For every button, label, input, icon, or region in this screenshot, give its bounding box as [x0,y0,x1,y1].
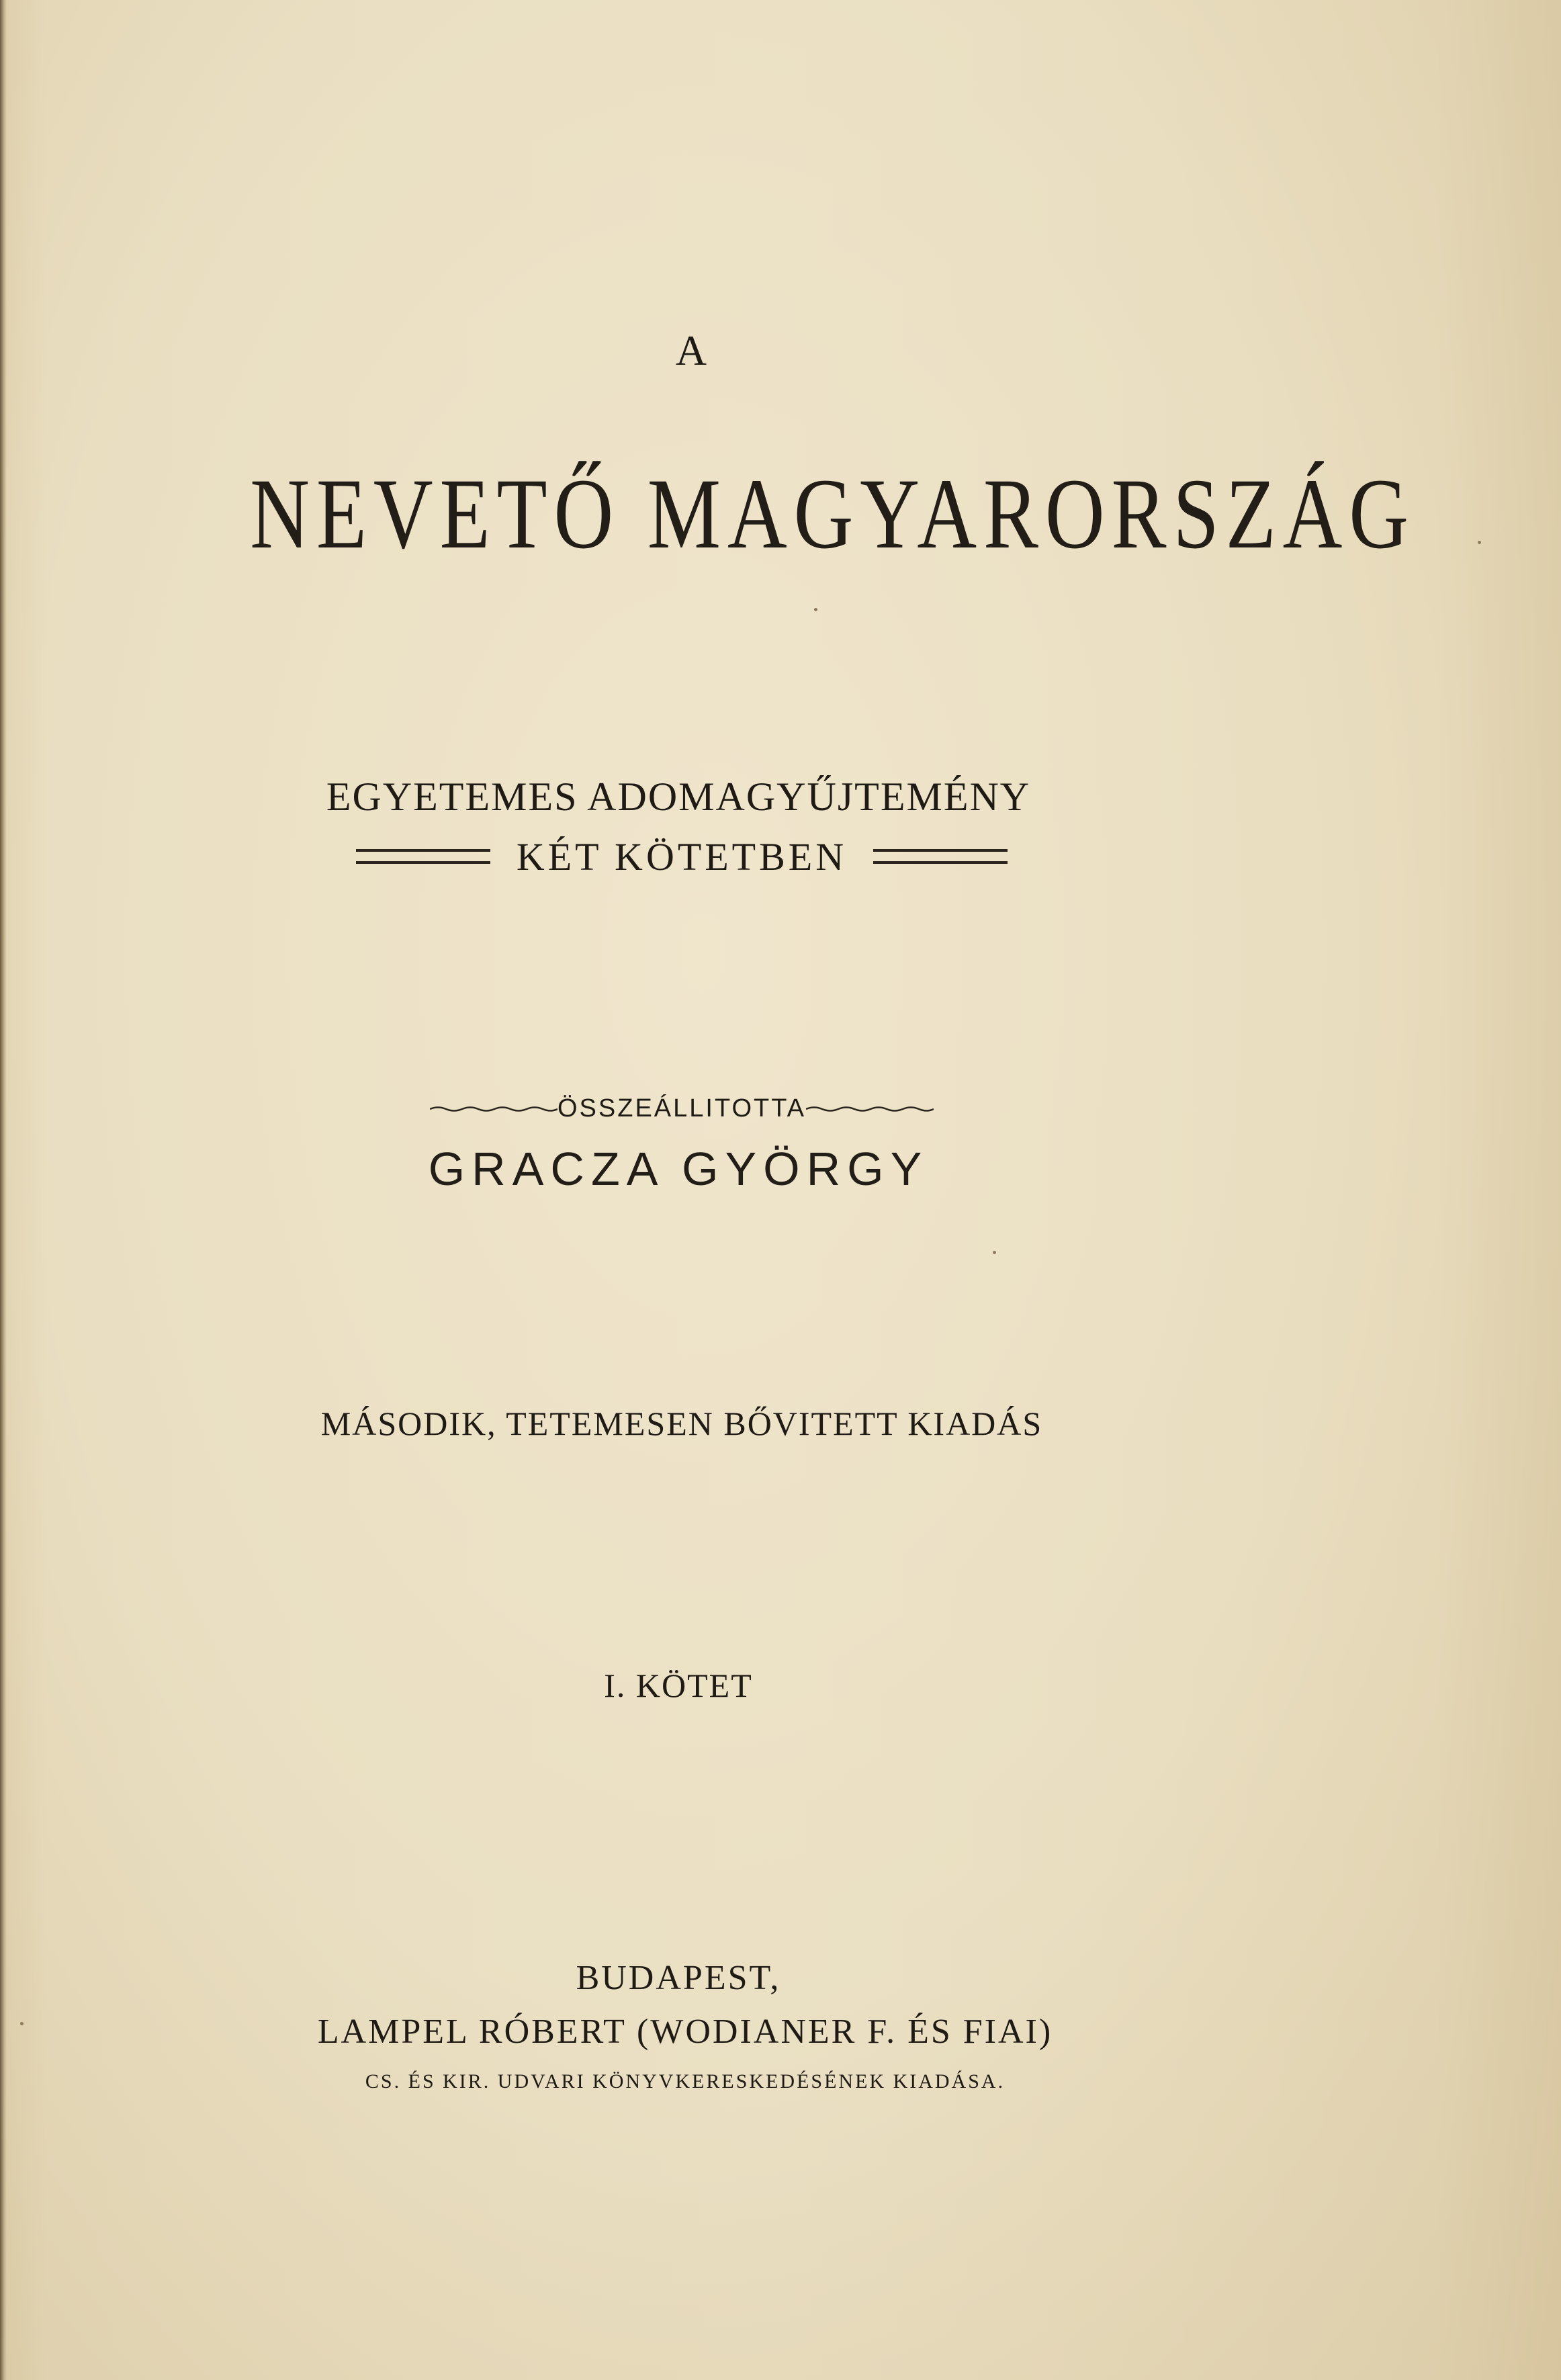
paper-speck [20,2022,24,2025]
publication-place: BUDAPEST, [576,1959,781,1997]
title-article: A [675,326,709,374]
subtitle-line-2: KÉT KÖTETBEN [516,834,848,879]
paper-speck [814,608,817,611]
double-rule-right [873,849,1008,864]
page-edge-shadow [0,0,7,2380]
paper-speck [1478,541,1481,544]
book-title: NEVETŐ MAGYARORSZÁG [250,458,1415,570]
publisher-name: LAMPEL RÓBERT (WODIANER F. ÉS FIAI) [317,2013,1053,2051]
subtitle-line-2-row [356,833,1008,880]
subtitle-line-1: EGYETEMES ADOMAGYŰJTEMÉNY [326,775,1031,819]
compiled-by-label: ÖSSZEÁLLITOTTA [558,1094,807,1122]
compiled-by-row [430,1088,934,1129]
author-name: GRACZA GYÖRGY [428,1143,929,1195]
double-rule-left [356,849,490,864]
paper-speck [993,1251,996,1254]
publisher-subline: CS. ÉS KIR. UDVARI KÖNYVKERESKEDÉSÉNEK KIADÁSA. [365,2070,1006,2092]
ornament-line-right [806,1104,934,1112]
volume-number: I. KÖTET [604,1667,753,1704]
ornament-line-left [430,1104,558,1112]
edition-statement: MÁSODIK, TETEMESEN BŐVITETT KIADÁS [320,1405,1043,1442]
